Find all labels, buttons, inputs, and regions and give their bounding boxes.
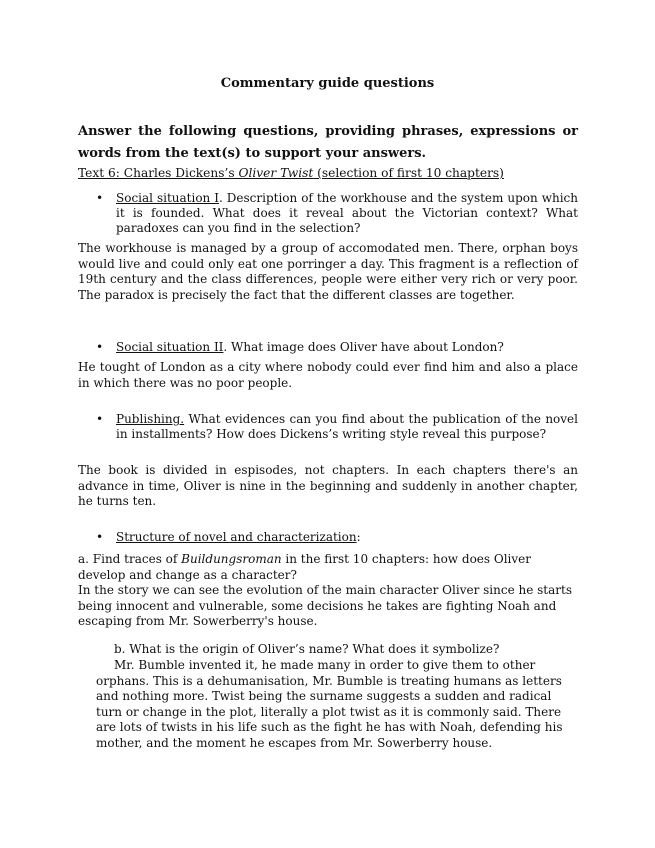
answer-social-situation-1: The workhouse is managed by a group of accomodated men. There, orphan boys would live and could only eat one porringer a day. This fragment is a reflection of 19th century and the class differences, people were either very rich or very poor. The paradox is precisely the fact that the different classes are together.: [78, 241, 578, 302]
answer-sub-a: In the story we can see the evolution of the main character Oliver since he starts being innocent and vulnerable, some decisions he takes are fighting Noah and escaping from Mr. Sowerberry's house.: [78, 583, 572, 628]
question-text: . What image does Oliver have about London?: [223, 340, 504, 354]
bullet-icon: •: [96, 191, 104, 205]
page-title: Commentary guide questions: [220, 76, 435, 91]
sub-question-b: b. What is the origin of Oliver’s name? What does it symbolize?: [114, 642, 500, 656]
answer-publishing: The book is divided in espisodes, not chapters. In each chapters there's an advance in time, Oliver is nine in the beginning and suddenly in another chapter, he turns ten.: [78, 463, 578, 508]
text-reference: [78, 166, 578, 180]
question-heading: Structure of novel and characterization: [116, 530, 357, 544]
question-heading: Social situation I: [116, 191, 219, 205]
question-social-situation-1: [96, 191, 578, 236]
bullet-icon: •: [96, 340, 104, 354]
sub-question-a: a. Find traces of Buildungsroman in the first 10 chapters: how does Oliver develop and change as a character?: [78, 552, 532, 582]
text-reference-prefix: Text 6: Charles Dickens’s: [78, 166, 239, 180]
term-buildungsroman: Buildungsroman: [181, 552, 282, 566]
text-reference-suffix: (selection of first 10 chapters): [313, 166, 504, 180]
text-reference-work: Oliver Twist: [238, 166, 314, 180]
question-heading: Publishing.: [116, 412, 185, 426]
answer-sub-b: Mr. Bumble invented it, he made many in order to give them to other orphans. This is a dehumanisation, Mr. Bumble is treating humans as letters and nothing more. Twist being the surname suggests a sudden and radical turn or change in the plot, literally a plot twist as it is commonly said. There are lots of twists in his life such as the fight he has with Noah, defending his mother, and the moment he escapes from Mr. Sowerberry house.: [96, 658, 563, 750]
question-text: . Description of the workhouse and the system upon which it is founded. What does it reveal about the Victorian context? What paradoxes can you find in the selection?: [116, 191, 578, 235]
question-text: What evidences can you find about the publication of the novel in installments? How does Dickens’s writing style reveal this purpose?: [116, 412, 578, 441]
question-structure: [96, 530, 578, 545]
bullet-icon: •: [96, 412, 104, 426]
question-heading: Social situation II: [116, 340, 224, 354]
answer-social-situation-2: He tought of London as a city where nobody could ever find him and also a place in which there was no poor people.: [78, 360, 578, 390]
question-text: :: [356, 530, 361, 544]
bullet-icon: •: [96, 530, 104, 544]
question-social-situation-2: [96, 340, 578, 355]
question-publishing: [96, 412, 578, 442]
instructions: Answer the following questions, providing phrases, expressions or words from the text(s) to support your answers.: [78, 124, 578, 161]
